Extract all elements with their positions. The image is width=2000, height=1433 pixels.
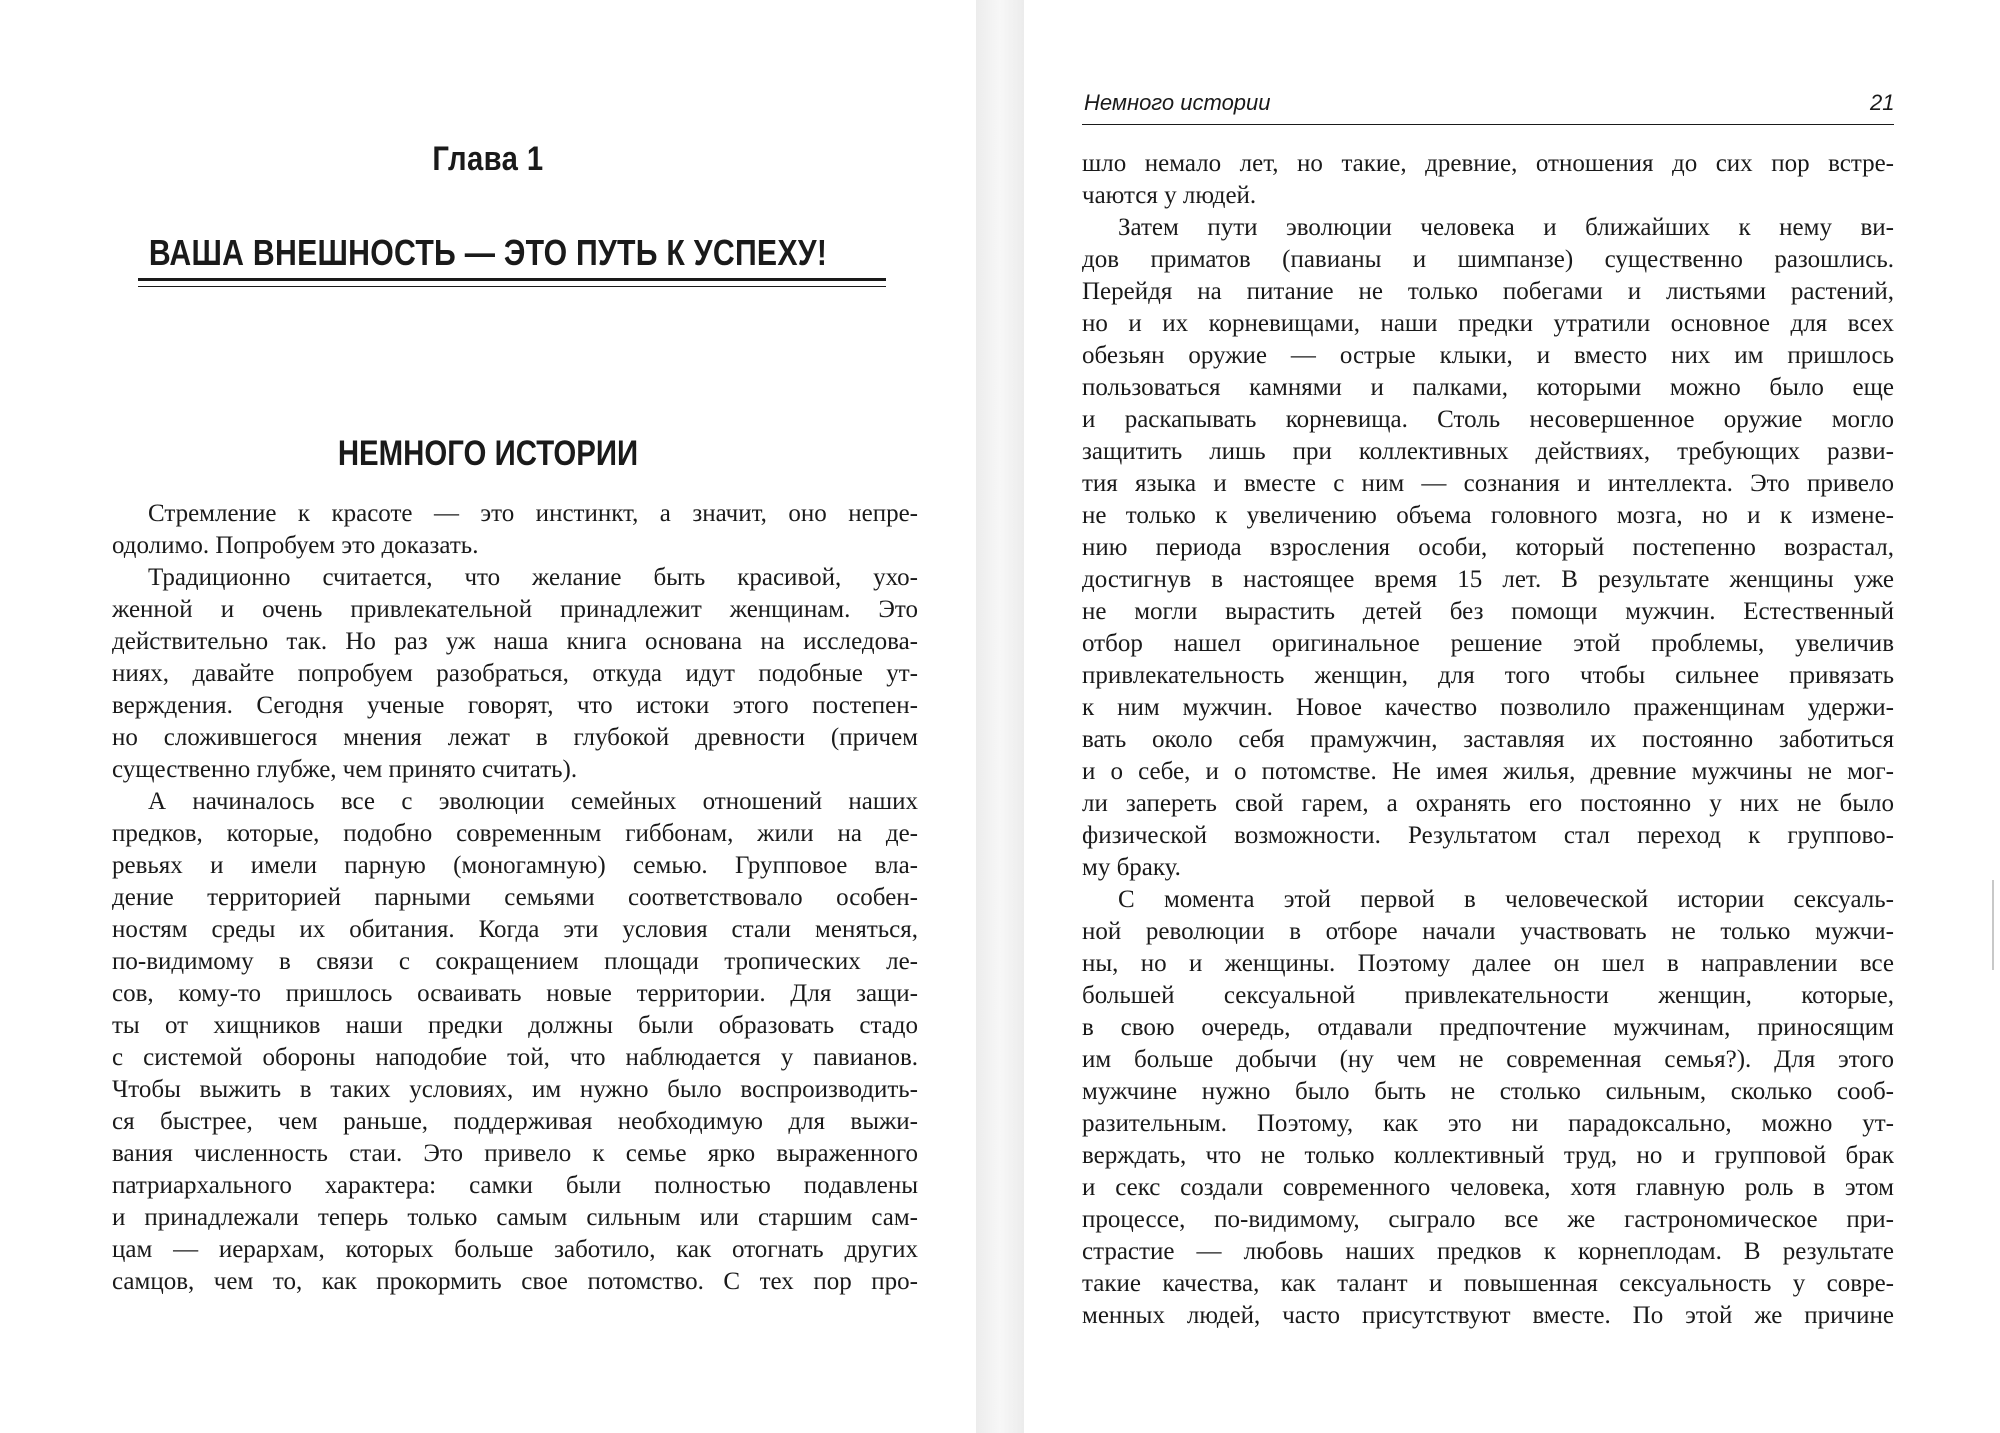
chapter-rule-thin bbox=[138, 286, 886, 287]
chapter-label: Глава 1 bbox=[432, 140, 544, 178]
text-line: верждать, что не только коллективный труд, но и групповой брак bbox=[1082, 1142, 1894, 1169]
section-title: НЕМНОГО ИСТОРИИ bbox=[337, 434, 639, 473]
text-line: дение территорией парными семьями соответствовало особен- bbox=[112, 884, 918, 911]
text-line: процессе, по-видимому, сыграло все же гастрономическое при- bbox=[1082, 1206, 1894, 1233]
text-line: большей сексуальной привлекательности женщин, которые, bbox=[1082, 982, 1894, 1009]
text-line: С момента этой первой в человеческой истории сексуаль- bbox=[1118, 886, 1894, 913]
text-line: нию периода взросления особи, который постепенно возрастал, bbox=[1082, 534, 1894, 561]
text-line: отбор нашел оригинальное решение этой проблемы, увеличив bbox=[1082, 630, 1894, 657]
text-line: мужчине нужно было быть не столько сильным, сколько сооб- bbox=[1082, 1078, 1894, 1105]
text-line: сов, кому-то пришлось осваивать новые территории. Для защи- bbox=[112, 980, 918, 1007]
text-line: менных людей, часто присутствуют вместе. По этой же причине bbox=[1082, 1302, 1894, 1329]
text-line: страстие — любовь наших предков к корнеплодам. В результате bbox=[1082, 1238, 1894, 1265]
text-line: существенно глубже, чем принято считать). bbox=[112, 756, 578, 783]
text-line: но сложившегося мнения лежат в глубокой древности (причем bbox=[112, 724, 918, 751]
text-line: верждения. Сегодня ученые говорят, что истоки этого постепен- bbox=[112, 692, 918, 719]
text-line: ты от хищников наши предки должны были образовать стадо bbox=[112, 1012, 918, 1039]
text-line: А начиналось все с эволюции семейных отношений наших bbox=[148, 788, 918, 815]
running-head-rule bbox=[1082, 124, 1894, 125]
text-line: Стремление к красоте — это инстинкт, а значит, оно непре- bbox=[148, 500, 918, 527]
text-line: вать около себя прамужчин, заставляя их постоянно заботиться bbox=[1082, 726, 1894, 753]
text-line: тия языка и вместе с ним — сознания и интеллекта. Это привело bbox=[1082, 470, 1894, 497]
book-gutter bbox=[976, 0, 1024, 1433]
text-line: привлекательность женщин, для того чтобы сильнее привязать bbox=[1082, 662, 1894, 689]
text-line: но и их корневищами, наши предки утратили основное для всех bbox=[1082, 310, 1894, 337]
text-line: по-видимому в связи с сокращением площади тропических ле- bbox=[112, 948, 918, 975]
text-line: такие качества, как талант и повышенная сексуальность у совре- bbox=[1082, 1270, 1894, 1297]
text-line: шло немало лет, но такие, древние, отношения до сих пор встре- bbox=[1082, 150, 1894, 177]
text-line: к ним мужчин. Новое качество позволило праженщинам удержи- bbox=[1082, 694, 1894, 721]
text-line: и о себе, и о потомстве. Не имея жилья, древние мужчины не мог- bbox=[1082, 758, 1894, 785]
text-line: не могли вырастить детей без помощи мужчин. Естественный bbox=[1082, 598, 1894, 625]
text-line: чаются у людей. bbox=[1082, 182, 1257, 209]
text-line: разительным. Поэтому, как это ни парадоксально, можно ут- bbox=[1082, 1110, 1894, 1137]
text-line: Перейдя на питание не только побегами и листьями растений, bbox=[1082, 278, 1894, 305]
text-line: му браку. bbox=[1082, 854, 1181, 881]
text-line: ревьях и имели парную (моногамную) семью. Групповое вла- bbox=[112, 852, 918, 879]
text-line: ся быстрее, чем раньше, поддерживая необходимую для выжи- bbox=[112, 1108, 918, 1135]
right-body-text bbox=[1082, 148, 1894, 1332]
text-line: с системой обороны наподобие той, что наблюдается у павианов. bbox=[112, 1044, 918, 1071]
text-line: достигнув в настоящее время 15 лет. В результате женщины уже bbox=[1082, 566, 1894, 593]
text-line: в свою очередь, отдавали предпочтение мужчинам, приносящим bbox=[1082, 1014, 1894, 1041]
text-line: и принадлежали теперь только самым сильным или старшим сам- bbox=[112, 1204, 918, 1231]
text-line: Затем пути эволюции человека и ближайших к нему ви- bbox=[1118, 214, 1894, 241]
text-line: им больше добычи (ну чем не современная семья?). Для этого bbox=[1082, 1046, 1894, 1073]
text-line: ниях, давайте попробуем разобраться, откуда идут подобные ут- bbox=[112, 660, 918, 687]
text-line: ной революции в отборе начали участвовать не только мужчи- bbox=[1082, 918, 1894, 945]
left-body-text bbox=[112, 498, 918, 1298]
text-line: одолимо. Попробуем это доказать. bbox=[112, 532, 479, 559]
text-line: обезьян оружие — острые клыки, и вместо них им пришлось bbox=[1082, 342, 1894, 369]
text-line: предков, которые, подобно современным гиббонам, жили на де- bbox=[112, 820, 918, 847]
text-line: не только к увеличению объема головного мозга, но и к измене- bbox=[1082, 502, 1894, 529]
text-line: Чтобы выжить в таких условиях, им нужно было воспроизводить- bbox=[112, 1076, 918, 1103]
text-line: защитить лишь при коллективных действиях, требующих разви- bbox=[1082, 438, 1894, 465]
running-head: Немного истории bbox=[1084, 90, 1271, 115]
text-line: действительно так. Но раз уж наша книга основана на исследова- bbox=[112, 628, 918, 655]
text-line: патриархального характера: самки были полностью подавлены bbox=[112, 1172, 918, 1199]
chapter-title: ВАША ВНЕШНОСТЬ — ЭТО ПУТЬ К УСПЕХУ! bbox=[148, 232, 828, 273]
text-line: самцов, чем то, как прокормить свое потомство. С тех пор про- bbox=[112, 1268, 918, 1295]
text-line: и секс создали современного человека, хотя главную роль в этом bbox=[1082, 1174, 1894, 1201]
text-line: и раскапывать корневища. Столь несовершенное оружие могло bbox=[1082, 406, 1894, 433]
text-line: ли запереть свой гарем, а охранять его постоянно у них не было bbox=[1082, 790, 1894, 817]
text-line: женной и очень привлекательной принадлежит женщинам. Это bbox=[112, 596, 918, 623]
text-line: Традиционно считается, что желание быть красивой, ухо- bbox=[148, 564, 918, 591]
page-edge-mark bbox=[1992, 880, 1994, 970]
text-line: дов приматов (павианы и шимпанзе) существенно разошлись. bbox=[1082, 246, 1894, 273]
chapter-rule-thick bbox=[138, 278, 886, 281]
text-line: вания численность стаи. Это привело к семье ярко выраженного bbox=[112, 1140, 918, 1167]
page-number: 21 bbox=[1870, 90, 1895, 115]
text-line: цам — иерархам, которых больше заботило, как отогнать других bbox=[112, 1236, 918, 1263]
text-line: ностям среды их обитания. Когда эти условия стали меняться, bbox=[112, 916, 918, 943]
text-line: ны, но и женщины. Поэтому далее он шел в направлении все bbox=[1082, 950, 1894, 977]
text-line: пользоваться камнями и палками, которыми можно было еще bbox=[1082, 374, 1894, 401]
text-line: физической возможности. Результатом стал переход к группово- bbox=[1082, 822, 1894, 849]
